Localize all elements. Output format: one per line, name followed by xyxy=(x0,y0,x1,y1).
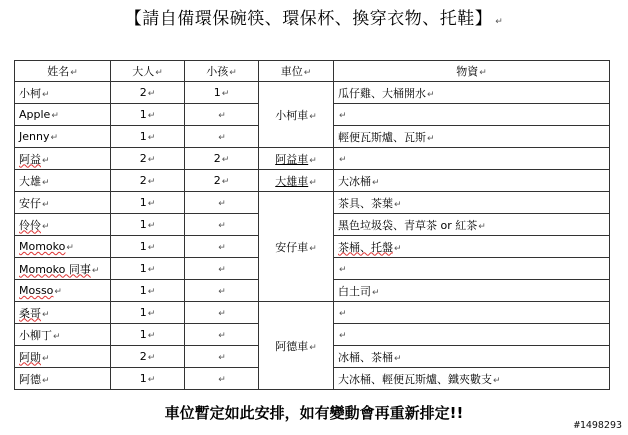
supplies-cell: 茶具、茶葉↵ xyxy=(334,192,610,214)
child-cell: ↵ xyxy=(185,280,259,302)
adult-cell: 2↵ xyxy=(111,346,185,368)
adult-cell: 1↵ xyxy=(111,324,185,346)
supplies-cell: ↵ xyxy=(334,324,610,346)
child-cell: ↵ xyxy=(185,236,259,258)
adult-cell: 1↵ xyxy=(111,368,185,390)
child-cell: ↵ xyxy=(185,214,259,236)
adult-cell: 2↵ xyxy=(111,170,185,192)
supplies-cell: ↵ xyxy=(334,302,610,324)
car-cell: 阿益車↵ xyxy=(259,148,334,170)
car-cell: 大雄車↵ xyxy=(259,170,334,192)
name-cell: 阿德↵ xyxy=(15,368,111,390)
car-cell: 小柯車↵ xyxy=(259,82,334,148)
name-cell: 安仔↵ xyxy=(15,192,111,214)
adult-cell: 1↵ xyxy=(111,258,185,280)
table-row xyxy=(15,302,610,324)
name-cell: 小柳丁↵ xyxy=(15,324,111,346)
supplies-cell: 白土司↵ xyxy=(334,280,610,302)
header-name: 姓名↵ xyxy=(15,61,111,82)
child-cell: 1↵ xyxy=(185,82,259,104)
supplies-cell: ↵ xyxy=(334,258,610,280)
name-cell: 阿勛↵ xyxy=(15,346,111,368)
name-cell: 小柯↵ xyxy=(15,82,111,104)
name-cell: Mosso↵ xyxy=(15,280,111,302)
table-row xyxy=(15,192,610,214)
supplies-cell: 黑色垃圾袋、青草茶 or 紅茶↵ xyxy=(334,214,610,236)
header-supplies: 物資↵ xyxy=(334,61,610,82)
table-row xyxy=(15,148,610,170)
supplies-cell: 輕便瓦斯爐、瓦斯↵ xyxy=(334,126,610,148)
adult-cell: 1↵ xyxy=(111,236,185,258)
name-cell: 阿益↵ xyxy=(15,148,111,170)
supplies-cell: 大冰桶、輕便瓦斯爐、鐵夾數支↵ xyxy=(334,368,610,390)
child-cell: ↵ xyxy=(185,192,259,214)
carpool-table xyxy=(14,60,610,390)
name-cell: Momoko 同事↵ xyxy=(15,258,111,280)
child-cell: ↵ xyxy=(185,368,259,390)
child-cell: ↵ xyxy=(185,302,259,324)
name-cell: Momoko↵ xyxy=(15,236,111,258)
watermark-id: #1498293 xyxy=(573,420,622,431)
supplies-cell: 茶桶、托盤↵ xyxy=(334,236,610,258)
car-cell: 阿德車↵ xyxy=(259,302,334,390)
adult-cell: 1↵ xyxy=(111,214,185,236)
child-cell: ↵ xyxy=(185,104,259,126)
adult-cell: 1↵ xyxy=(111,126,185,148)
child-cell: ↵ xyxy=(185,126,259,148)
header-child: 小孩↵ xyxy=(185,61,259,82)
header-row xyxy=(15,61,610,82)
child-cell: ↵ xyxy=(185,258,259,280)
header-adult: 大人↵ xyxy=(111,61,185,82)
table-row xyxy=(15,82,610,104)
name-cell: 伶伶↵ xyxy=(15,214,111,236)
title-text: 【請自備環保碗筷、環保杯、換穿衣物、托鞋】 xyxy=(124,9,493,29)
name-cell: 桑哥↵ xyxy=(15,302,111,324)
page-title xyxy=(0,4,628,29)
paragraph-mark: ↵ xyxy=(495,17,504,27)
car-cell: 安仔車↵ xyxy=(259,192,334,302)
name-cell: Jenny↵ xyxy=(15,126,111,148)
child-cell: ↵ xyxy=(185,346,259,368)
adult-cell: 2↵ xyxy=(111,82,185,104)
adult-cell: 1↵ xyxy=(111,280,185,302)
adult-cell: 1↵ xyxy=(111,192,185,214)
adult-cell: 2↵ xyxy=(111,148,185,170)
supplies-cell: 大冰桶↵ xyxy=(334,170,610,192)
child-cell: ↵ xyxy=(185,324,259,346)
supplies-cell: 冰桶、茶桶↵ xyxy=(334,346,610,368)
name-cell: 大雄↵ xyxy=(15,170,111,192)
footer-note: 車位暫定如此安排，如有變動會再重新排定!! xyxy=(164,404,464,422)
adult-cell: 1↵ xyxy=(111,104,185,126)
name-cell: Apple↵ xyxy=(15,104,111,126)
supplies-cell: ↵ xyxy=(334,148,610,170)
table-row xyxy=(15,170,610,192)
child-cell: 2↵ xyxy=(185,148,259,170)
child-cell: 2↵ xyxy=(185,170,259,192)
header-car: 車位↵ xyxy=(259,61,334,82)
supplies-cell: 瓜仔雞、大桶開水↵ xyxy=(334,82,610,104)
adult-cell: 1↵ xyxy=(111,302,185,324)
supplies-cell: ↵ xyxy=(334,104,610,126)
